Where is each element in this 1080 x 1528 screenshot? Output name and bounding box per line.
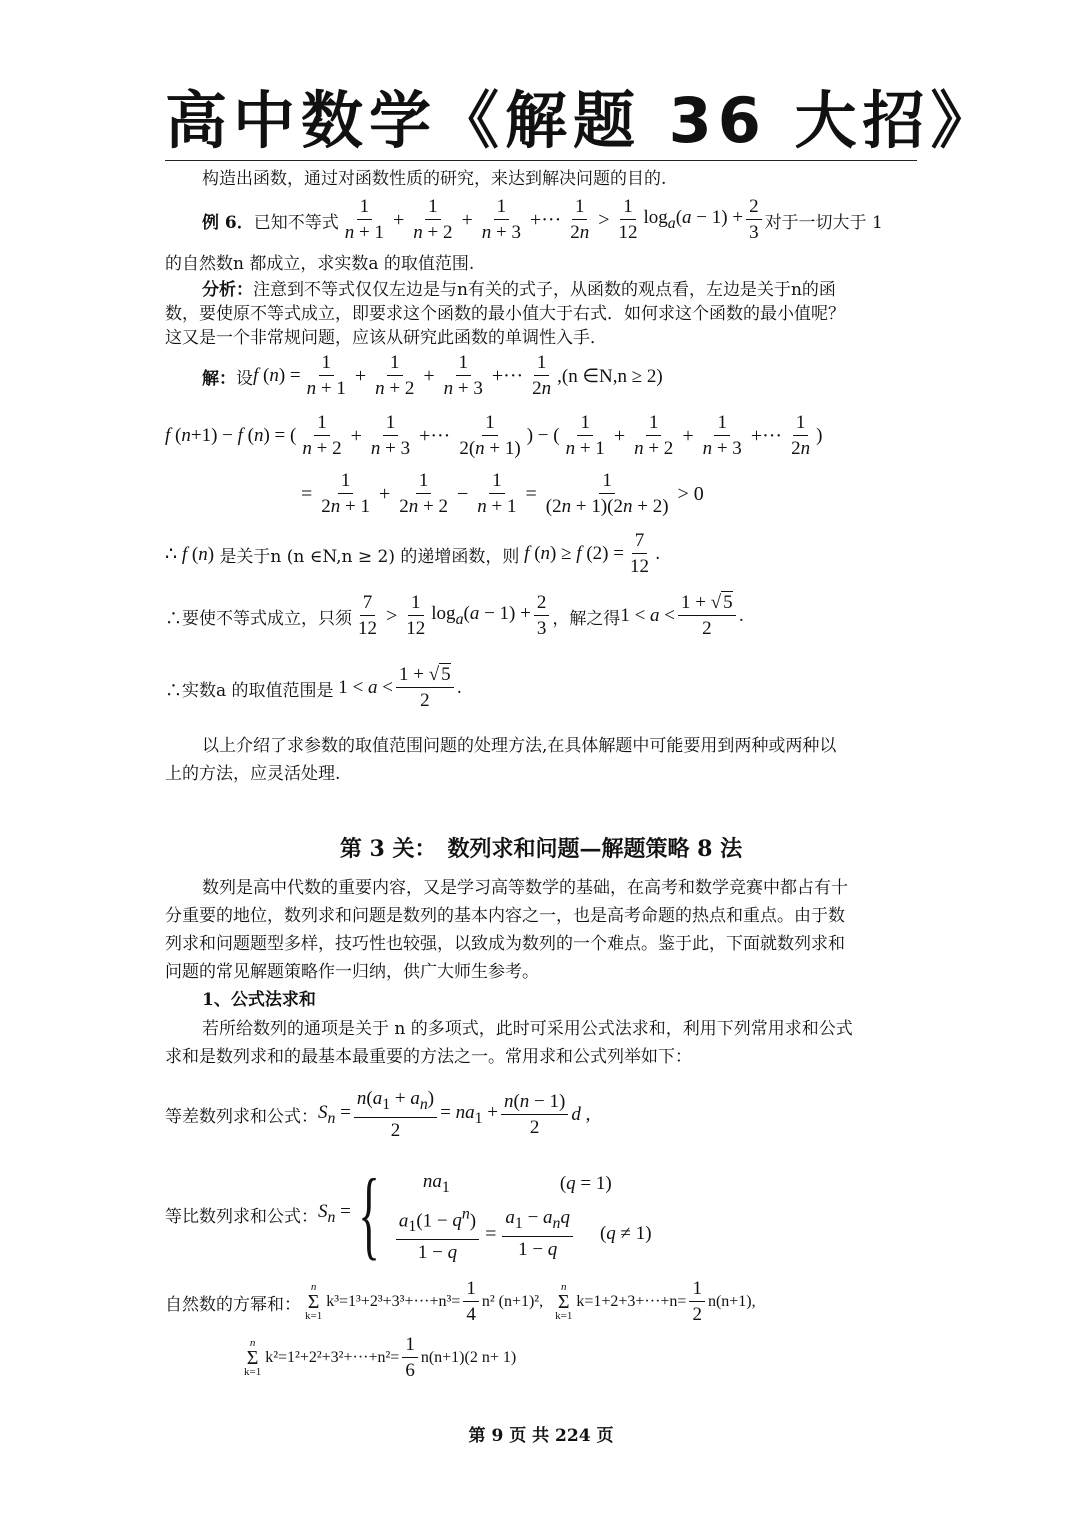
solution-label: 解：	[202, 368, 236, 389]
arithmetic-sum-formula: 等差数列求和公式： $S_n$ = $\frac{n(a_1 + a_n)}{2}$ = $na_1$ + $\frac{n(n - 1)}{2}$ d ,	[165, 1088, 591, 1141]
section3-p3: 列求和问题题型多样，技巧性也较强，以致成为数列的一个难点。鉴于此，下面就数列求和	[165, 934, 845, 954]
geo-label: 等比数列求和公式：	[165, 1206, 318, 1227]
analysis-label: 分析：	[202, 280, 253, 300]
difference-result: = $\frac{1}{2n + 1}$ + $\frac{1}{2n + 2}$ − $\frac{1}{n + 1}$ = $\frac{1}{(2n + 1)(2n + 2)}$ > 0	[301, 470, 704, 517]
power-label: 自然数的方幂和：	[165, 1294, 301, 1315]
example6-lead: 已知不等式	[253, 212, 339, 233]
inequality-text: ∴要使不等式成立，只须	[165, 608, 352, 629]
range-line: ∴实数a 的取值范围是 1 < a < 1 + √ 5 2 .	[165, 664, 463, 711]
example6-statement: 例 6． 已知不等式 1 n + 1 + $\frac{1}{n + 2}$ + $\frac{1}{n + 3}$ +··· 1 2n > 1 12 $\log_a(a - 1)$ + $\frac{2}{3}$ 对于一切大于 1	[202, 196, 883, 243]
analysis-line2: 数，要使原不等式成立，即要求这个函数的最小值大于右式．如何求这个函数的最小值呢？	[165, 304, 845, 324]
frac-1-n1: 1 n + 1	[344, 196, 384, 243]
increasing-text: 是关于n (n ∈N,n ≥ 2) 的递增函数，则	[219, 546, 520, 567]
example6-line2: 的自然数n 都成立，求实数a 的取值范围.	[165, 254, 475, 274]
section3-p4: 问题的常见解题策略作一归纳，供广大师生参考。	[165, 962, 539, 982]
section3-p1: 数列是高中代数的重要内容，又是学习高等数学的基础，在高考和数学竞赛中都占有十	[202, 878, 848, 898]
analysis-line3: 这又是一个非常规问题，应该从研究此函数的单调性入手．	[165, 328, 607, 348]
range-text: ∴实数a 的取值范围是	[165, 680, 334, 701]
page-number: 第 9 页 共 224 页	[468, 1426, 614, 1446]
page-title: 高中数学《解题 36 大招》	[165, 84, 999, 157]
difference-line: f (n+1) − f (n) = ( 1 n + 2 + $\frac{1}{n + 3}$ +··· 1 2(n + 1) ) − ( 1 n + 1 + $\frac{1}{n + 2}$ + $\frac{1}{n + 3}$ +··· 1 2n )	[165, 412, 823, 459]
example6-tail: 对于一切大于 1	[764, 212, 883, 233]
analysis-text1: 注意到不等式仅仅左边是与n有关的式子，从函数的观点看，左边是关于n的函	[253, 280, 836, 300]
increasing-line: ∴ f (n) 是关于n (n ∈N,n ≥ 2) 的递增函数，则 f (n) ≥ f (2) = $\frac{7}{12}$ .	[165, 530, 661, 577]
section3-p2: 分重要的地位，数列求和问题是数列的基本内容之一，也是高考命题的热点和重点。由于数	[165, 906, 845, 926]
power-sum-line1: 自然数的方幂和： n Σ k=1 k³=1³+2³+3³+···+n³= $\frac{1}{4}$ n² (n+1)², n Σ k=1 k=1+2+3+···+n= $\frac{1}{2}$ n(n+1),	[165, 1278, 756, 1325]
title-rule	[165, 160, 917, 161]
frac-1-n3: $\frac{1}{n + 3}$	[481, 196, 521, 243]
arith-label: 等差数列求和公式：	[165, 1107, 318, 1128]
intro-line: 构造出函数，通过对函数性质的研究，来达到解决问题的目的.	[202, 169, 667, 189]
inequality-line: ∴要使不等式成立，只须 7 12 > 1 12 $\log_a(a - 1)$ + $\frac{2}{3}$ ，解之得 1 < a < 1 + √ 5 2 .	[165, 592, 745, 639]
solution-define: 解： 设 f (n) = $\frac{1}{n + 1}$ + $\frac{1}{n + 2}$ + $\frac{1}{n + 3}$ +··· 1 2n ,(n ∈N,n ≥ 2)	[202, 352, 663, 399]
power-sum-line2: n Σ k=1 k²=1²+2²+3²+···+n²= $\frac{1}{6}$ n(n+1)(2 n+ 1)	[244, 1334, 517, 1381]
section3-title: 第 3 关： 数列求和问题—解题策略 8 法	[339, 836, 743, 862]
section3-sub1: 1、公式法求和	[202, 990, 316, 1010]
geometric-sum-formula: 等比数列求和公式： $S_n$ = { $na_1$ (q = 1) $\frac{a_1(1 - q^n)}{1 - q}$ = $a_1 - a_nq$ 1 − q (q ≠ 1)	[165, 1158, 652, 1270]
solution-set-text: 设	[236, 368, 253, 389]
solve-text: ，解之得	[552, 608, 621, 629]
summary-line2: 上的方法，应灵活处理.	[165, 764, 341, 784]
summary-line1: 以上介绍了求参数的取值范围问题的处理方法,在具体解题中可能要用到两种或两种以	[202, 736, 837, 756]
frac-1-2n: 1 2n	[570, 196, 590, 243]
frac-1-n2: $\frac{1}{n + 2}$	[413, 196, 453, 243]
frac-2-3: $\frac{2}{3}$	[746, 196, 762, 244]
solution-domain: ,(n ∈N,n ≥ 2)	[557, 365, 663, 387]
analysis-line1	[165, 278, 954, 302]
section3-p6: 求和是数列求和的最基本最重要的方法之一。常用求和公式列举如下：	[165, 1047, 692, 1067]
section3-p5: 若所给数列的通项是关于 n 的多项式，此时可采用公式法求和，利用下列常用求和公式	[202, 1019, 853, 1039]
frac-1-12: 1 12	[618, 196, 638, 243]
example6-label: 例 6．	[202, 212, 254, 233]
